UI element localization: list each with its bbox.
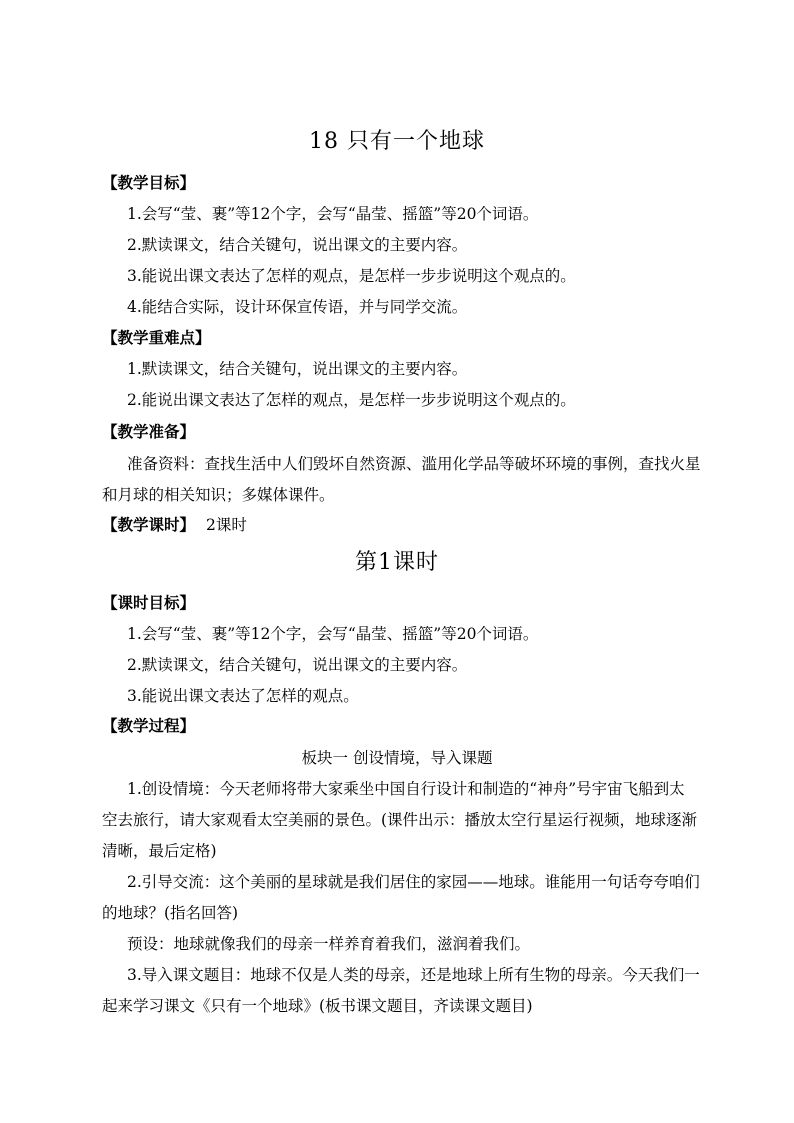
lesson-goal-item: 2.默读课文，结合关键句，说出课文的主要内容。 (127, 656, 468, 674)
paragraph-line: 2.引导交流：这个美丽的星球就是我们居住的家园——地球。谁能用一句话夸夸咱们 (127, 873, 700, 891)
preparation-heading: 【教学准备】 (102, 422, 196, 441)
key-point-item: 2.能说出课文表达了怎样的观点，是怎样一步步说明这个观点的。 (127, 391, 576, 409)
process-heading: 【教学过程】 (102, 716, 196, 735)
paragraph-line: 预设：地球就像我们的母亲一样养育着我们，滋润着我们。 (127, 935, 531, 953)
key-points-heading: 【教学重难点】 (102, 328, 211, 347)
lesson-goal-item: 3.能说出课文表达了怎样的观点。 (127, 687, 359, 705)
goal-item: 2.默读课文，结合关键句，说出课文的主要内容。 (127, 236, 468, 254)
goals-heading: 【教学目标】 (102, 173, 196, 192)
key-point-item: 1.默读课文，结合关键句，说出课文的主要内容。 (127, 360, 468, 378)
hours-value: 2课时 (206, 516, 247, 534)
paragraph-line: 的地球？(指名回答) (102, 904, 239, 922)
goal-item: 3.能说出课文表达了怎样的观点，是怎样一步步说明这个观点的。 (127, 267, 576, 285)
preparation-text: 和月球的相关知识；多媒体课件。 (102, 486, 335, 504)
paragraph-line: 起来学习课文《只有一个地球》(板书课文题目，齐读课文题目) (102, 997, 533, 1015)
goal-item: 1.会写“莹、裹”等12个字，会写“晶莹、摇篮”等20个词语。 (127, 205, 539, 223)
lesson-section-title: 第1课时 (355, 550, 439, 575)
hours-heading: 【教学课时】 (102, 515, 196, 534)
paragraph-line: 空去旅行，请大家观看太空美丽的景色。(课件出示：播放太空行星运行视频，地球逐渐 (102, 811, 698, 829)
lesson-goals-heading: 【课时目标】 (102, 593, 196, 612)
lesson-goal-item: 1.会写“莹、裹”等12个字，会写“晶莹、摇篮”等20个词语。 (127, 625, 539, 643)
lesson-title: 18 只有一个地球 (309, 129, 485, 154)
goal-item: 4.能结合实际，设计环保宣传语，并与同学交流。 (127, 298, 468, 316)
paragraph-line: 1.创设情境：今天老师将带大家乘坐中国自行设计和制造的“神舟”号宇宙飞船到太 (127, 780, 685, 798)
section-title: 板块一 创设情境，导入课题 (301, 749, 493, 767)
paragraph-line: 清晰，最后定格) (102, 842, 217, 860)
preparation-text: 准备资料：查找生活中人们毁坏自然资源、滥用化学品等破坏环境的事例，查找火星 (127, 455, 701, 473)
paragraph-line: 3.导入课文题目：地球不仅是人类的母亲，还是地球上所有生物的母亲。今天我们一 (127, 966, 700, 984)
